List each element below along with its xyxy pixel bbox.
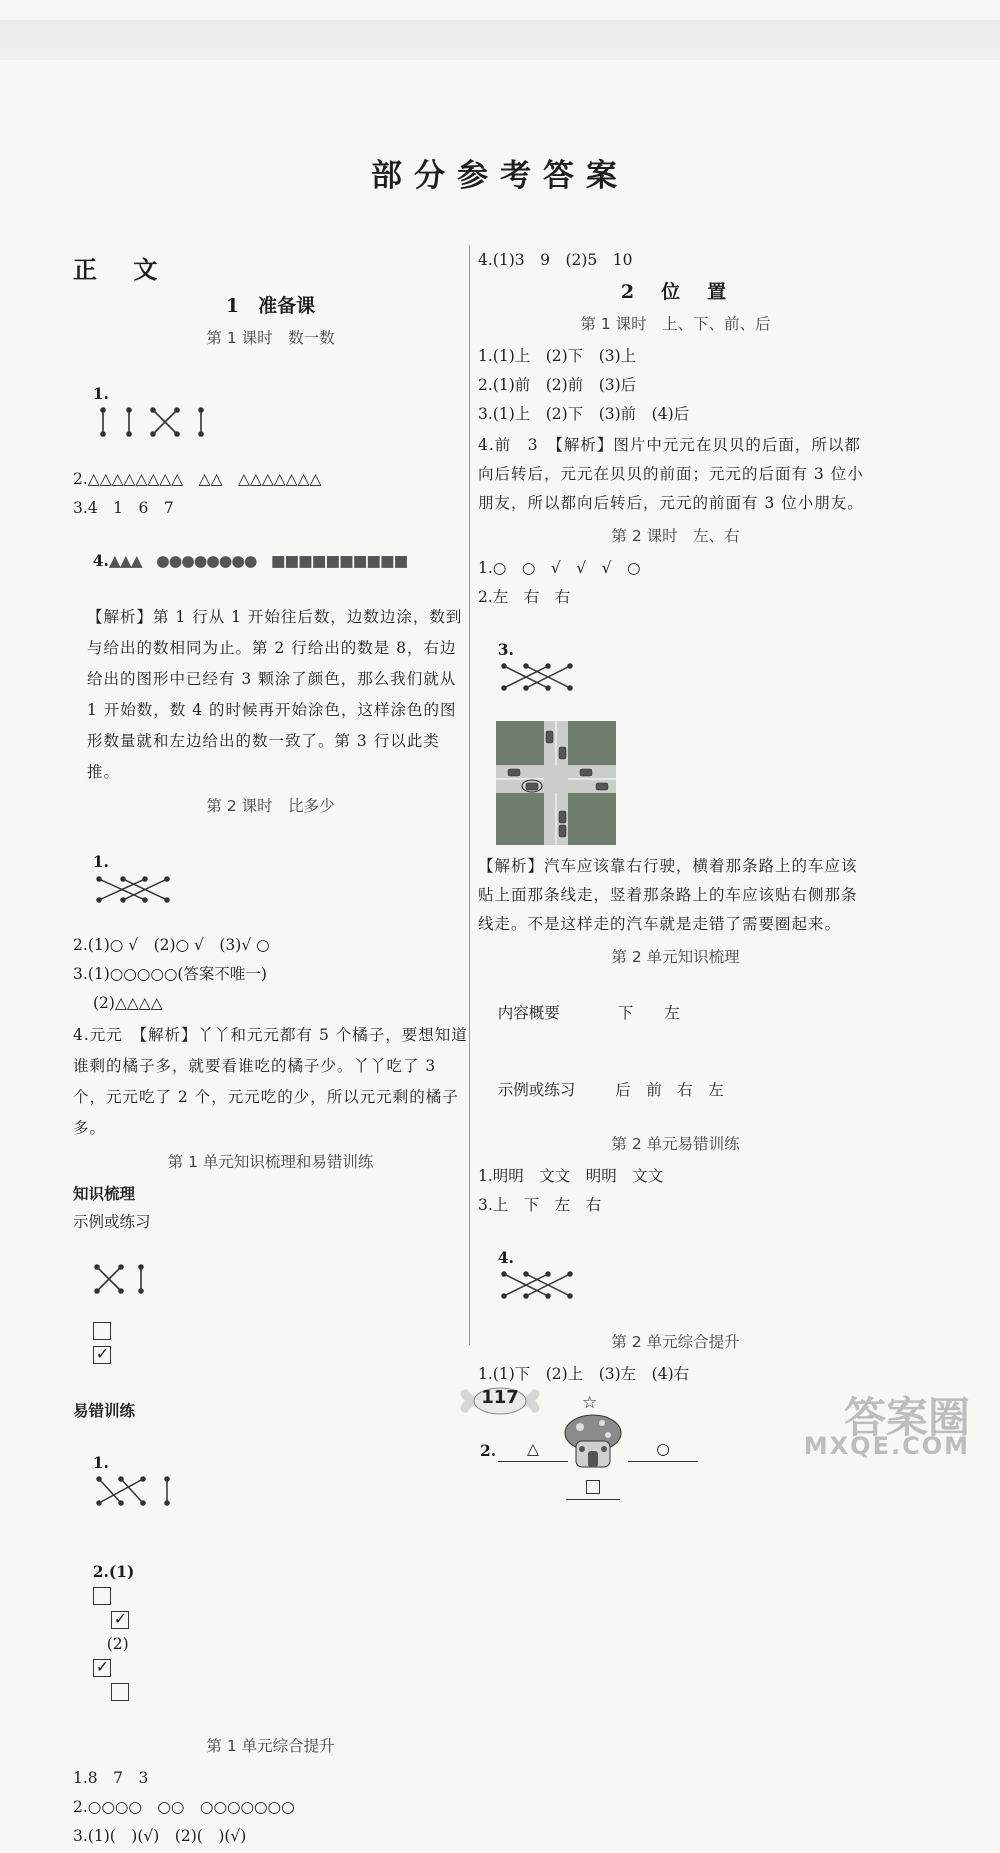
watermark-logo: 答案圈	[843, 1393, 970, 1442]
answer-line	[478, 721, 873, 847]
answer-line: 3.(1)( )(√) (2)( )(√)	[73, 1827, 247, 1845]
page-title: 部分参考答案	[371, 158, 629, 194]
lesson-heading: 第 1 课时 上、下、前、后	[580, 315, 771, 333]
answer-line: 1.○ ○ √ √ √ ○	[478, 559, 641, 577]
empty-box	[111, 1683, 129, 1701]
answer-line: 1.8 7 3	[73, 1769, 149, 1787]
blank-bottom	[566, 1475, 620, 1500]
answer-line: 4.	[478, 1222, 873, 1324]
answer-line: 1.	[73, 826, 468, 928]
answer-line: 1.(1)上 (2)下 (3)上	[478, 347, 637, 365]
answer-line: 3.4 1 6 7	[73, 499, 174, 517]
star-label: ☆	[582, 1393, 598, 1413]
answer-line: 3.上 下 左 右	[478, 1196, 602, 1214]
explanation-paragraph: 【解析】第 1 行从 1 开始往后数，边数边涂，数到与给出的数相同为止。第 2 行给出的数是 8，右边给出的图形中已经有 3 颗涂了颜色，那么我们就从 1 开始数，数 4 的时候再开始涂色，这样涂色的图形数量就和左边给出的数一致了。第 3 行以此类推。	[87, 608, 463, 781]
lesson-heading: 第 1 课时 数一数	[206, 329, 335, 347]
checked-box: ✓	[93, 1346, 111, 1364]
checked-box: ✓	[93, 1659, 111, 1677]
checked-box: ✓	[111, 1611, 129, 1629]
answer-line: 3.(1)○○○○○(答案不唯一)	[73, 965, 267, 983]
lesson-heading: 第 2 课时 比多少	[206, 797, 335, 815]
subheading: 知识梳理	[73, 1185, 136, 1203]
answer-line: 4.(1)3 9 (2)5 10	[478, 251, 633, 269]
section-heading: 正 文	[73, 255, 172, 284]
lesson-heading: 第 1 单元知识梳理和易错训练	[167, 1153, 374, 1171]
answer-line: 2.(1) ✓ (2) ✓	[73, 1536, 468, 1728]
answer-line: 1.(1)下 (2)上 (3)左 (4)右	[478, 1365, 690, 1383]
explanation-paragraph: 【解析】汽车应该靠右行驶，横着那条路上的车应该贴上面那条线走，竖着那条路上的车应该贴右侧那条线走。不是这样走的汽车就是走错了需要圈起来。	[478, 857, 858, 933]
answer-line: 2.(1)前 (2)前 (3)后	[478, 376, 637, 394]
answer-line: (2)△△△△	[93, 994, 163, 1012]
matching-lines-figure	[498, 1270, 578, 1300]
example-line: 示例或练习 后 前 右 左	[497, 1081, 724, 1099]
answer-line: 2.○○○○ ○○ ○○○○○○○	[73, 1798, 295, 1816]
intersection-figure	[496, 721, 616, 845]
matching-lines-figure	[93, 1263, 153, 1295]
answer-line: 4.▲▲▲ ●●●●●●●● ■■■■■■■■■■	[92, 551, 408, 570]
matching-lines-figure	[93, 406, 213, 438]
answer-line: ☆ 2. △ ○	[478, 1391, 873, 1501]
answer-line: 3.(1)上 (2)下 (3)前 (4)后	[478, 405, 690, 423]
lesson-heading: 第 2 单元易错训练	[611, 1135, 740, 1153]
explanation-paragraph: 4.前 3 【解析】图片中元元在贝贝的后面，所以都向后转后，元元在贝贝的前面；元元的后面有 3 位小朋友，所以都向后转后，元元的前面有 3 位小朋友。	[478, 436, 864, 512]
answer-line: 1.	[73, 1427, 468, 1531]
scan-top-band	[0, 20, 1000, 60]
answer-line: 2.△△△△△△△△ △△ △△△△△△△	[73, 470, 322, 488]
column-divider	[469, 245, 470, 1345]
matching-lines-figure	[93, 1475, 173, 1507]
subheading: 易错训练	[73, 1402, 136, 1420]
unit-heading: 2 位 置	[620, 281, 731, 303]
answer-line: 2.(1)○ √ (2)○ √ (3)√ ○	[73, 936, 270, 954]
answer-line: 2.左 右 右	[478, 588, 571, 606]
answer-line	[73, 1239, 468, 1391]
summary-line: 内容概要 下 左	[497, 1004, 680, 1022]
mushroom-house-icon	[562, 1413, 624, 1469]
lesson-heading: 第 1 单元综合提升	[206, 1737, 335, 1755]
lesson-heading: 第 2 单元综合提升	[611, 1333, 740, 1351]
lesson-heading: 第 2 单元知识梳理	[611, 948, 740, 966]
matching-lines-figure	[498, 662, 578, 692]
empty-box	[93, 1322, 111, 1340]
matching-lines-figure	[93, 874, 173, 904]
page-number: 117	[481, 1387, 519, 1408]
unit-heading: 1 准备课	[225, 295, 316, 317]
right-column	[478, 240, 873, 1506]
shapes-row: ▲▲▲ ●●●●●●●● ■■■■■■■■■■	[108, 552, 408, 570]
answer-line: 3.	[478, 614, 873, 716]
blank-left: △	[498, 1437, 568, 1462]
lesson-heading: 第 2 课时 左、右	[611, 527, 740, 545]
answer-line: 1.	[73, 358, 468, 462]
explanation-paragraph: 4.元元 【解析】丫丫和元元都有 5 个橘子，要想知道谁剩的橘子多，就要看谁吃的橘子少。丫丫吃了 3 个，元元吃了 2 个，元元吃的少，所以元元剩的橘子多。	[73, 1026, 468, 1137]
left-column	[73, 240, 468, 1853]
answer-line: 1.明明 文文 明明 文文	[478, 1167, 664, 1185]
label-line: 示例或练习	[73, 1213, 151, 1231]
empty-box	[93, 1587, 111, 1605]
blank-right: ○	[628, 1437, 698, 1462]
watermark-url: MXQE.COM	[803, 1432, 970, 1460]
